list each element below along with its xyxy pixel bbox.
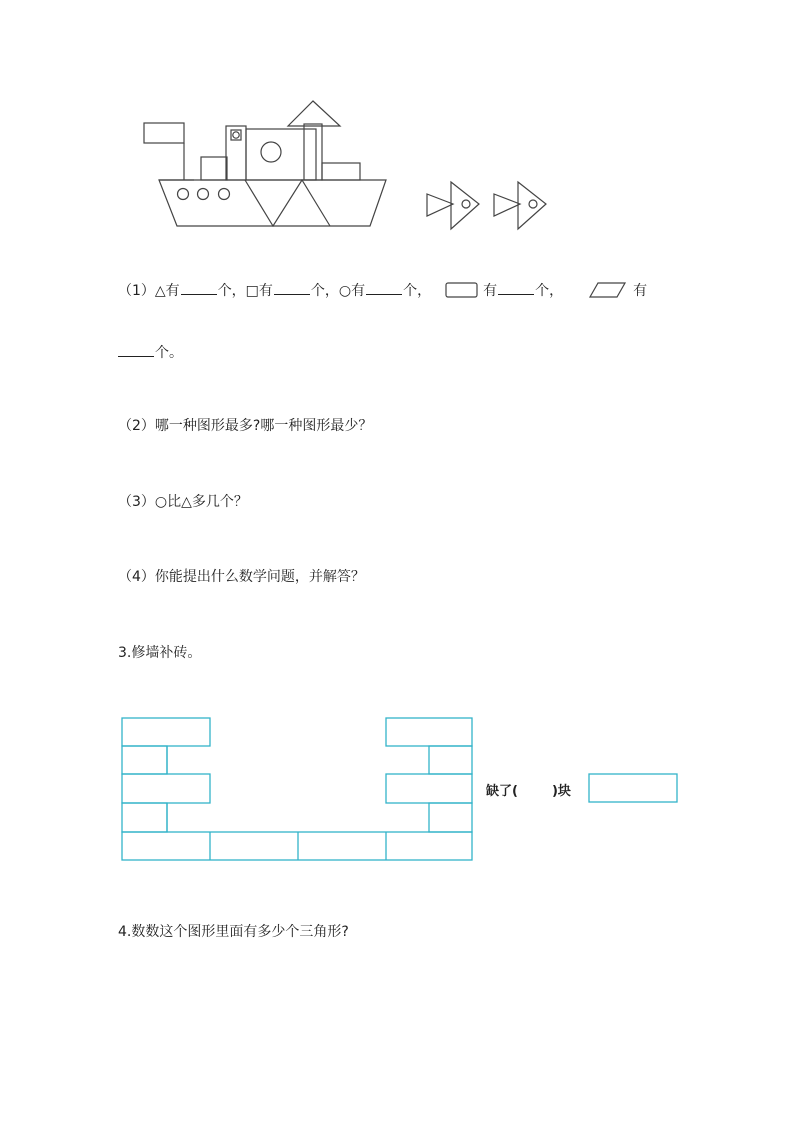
rectangle-icon: [445, 281, 479, 299]
answer-blank[interactable]: [274, 280, 310, 295]
missing-bricks-question: [486, 782, 571, 802]
q1-part-3: 个，○有: [310, 283, 366, 299]
section-4-title: 4.数数这个图形里面有多少个三角形?: [118, 924, 349, 940]
fish-icon: [426, 180, 482, 232]
question-3: （3）○比△多几个？: [118, 494, 248, 510]
section-3-title: 3.修墙补砖。: [118, 645, 202, 661]
q1-part-7: 有: [633, 283, 648, 299]
fish-icon: [493, 180, 549, 232]
brick-wall: [121, 717, 475, 863]
answer-blank[interactable]: [366, 280, 402, 295]
q1-line2-tail: 个。: [155, 345, 183, 361]
parallelogram-icon: [589, 281, 627, 299]
q1-part-4: 个，: [403, 283, 432, 299]
answer-blank[interactable]: [181, 280, 217, 295]
question-4: （4）你能提出什么数学问题，并解答？: [118, 569, 365, 585]
ship-drawing: [140, 96, 390, 232]
question-1-line: [118, 280, 647, 301]
q1-part-5: 有: [483, 283, 498, 299]
missing-bricks-suffix: )块: [551, 784, 571, 799]
q1-part-2: 个，□有: [217, 283, 273, 299]
q1-part-1: （1）△有: [118, 283, 180, 299]
answer-blank[interactable]: [118, 342, 154, 357]
q1-part-6: 个，: [535, 283, 564, 299]
missing-bricks-prefix: 缺了(: [486, 784, 518, 799]
brick-icon: [588, 773, 680, 805]
answer-blank[interactable]: [498, 280, 534, 295]
question-2: （2）哪一种图形最多?哪一种图形最少？: [118, 418, 373, 434]
question-1-line-2: [118, 342, 183, 363]
